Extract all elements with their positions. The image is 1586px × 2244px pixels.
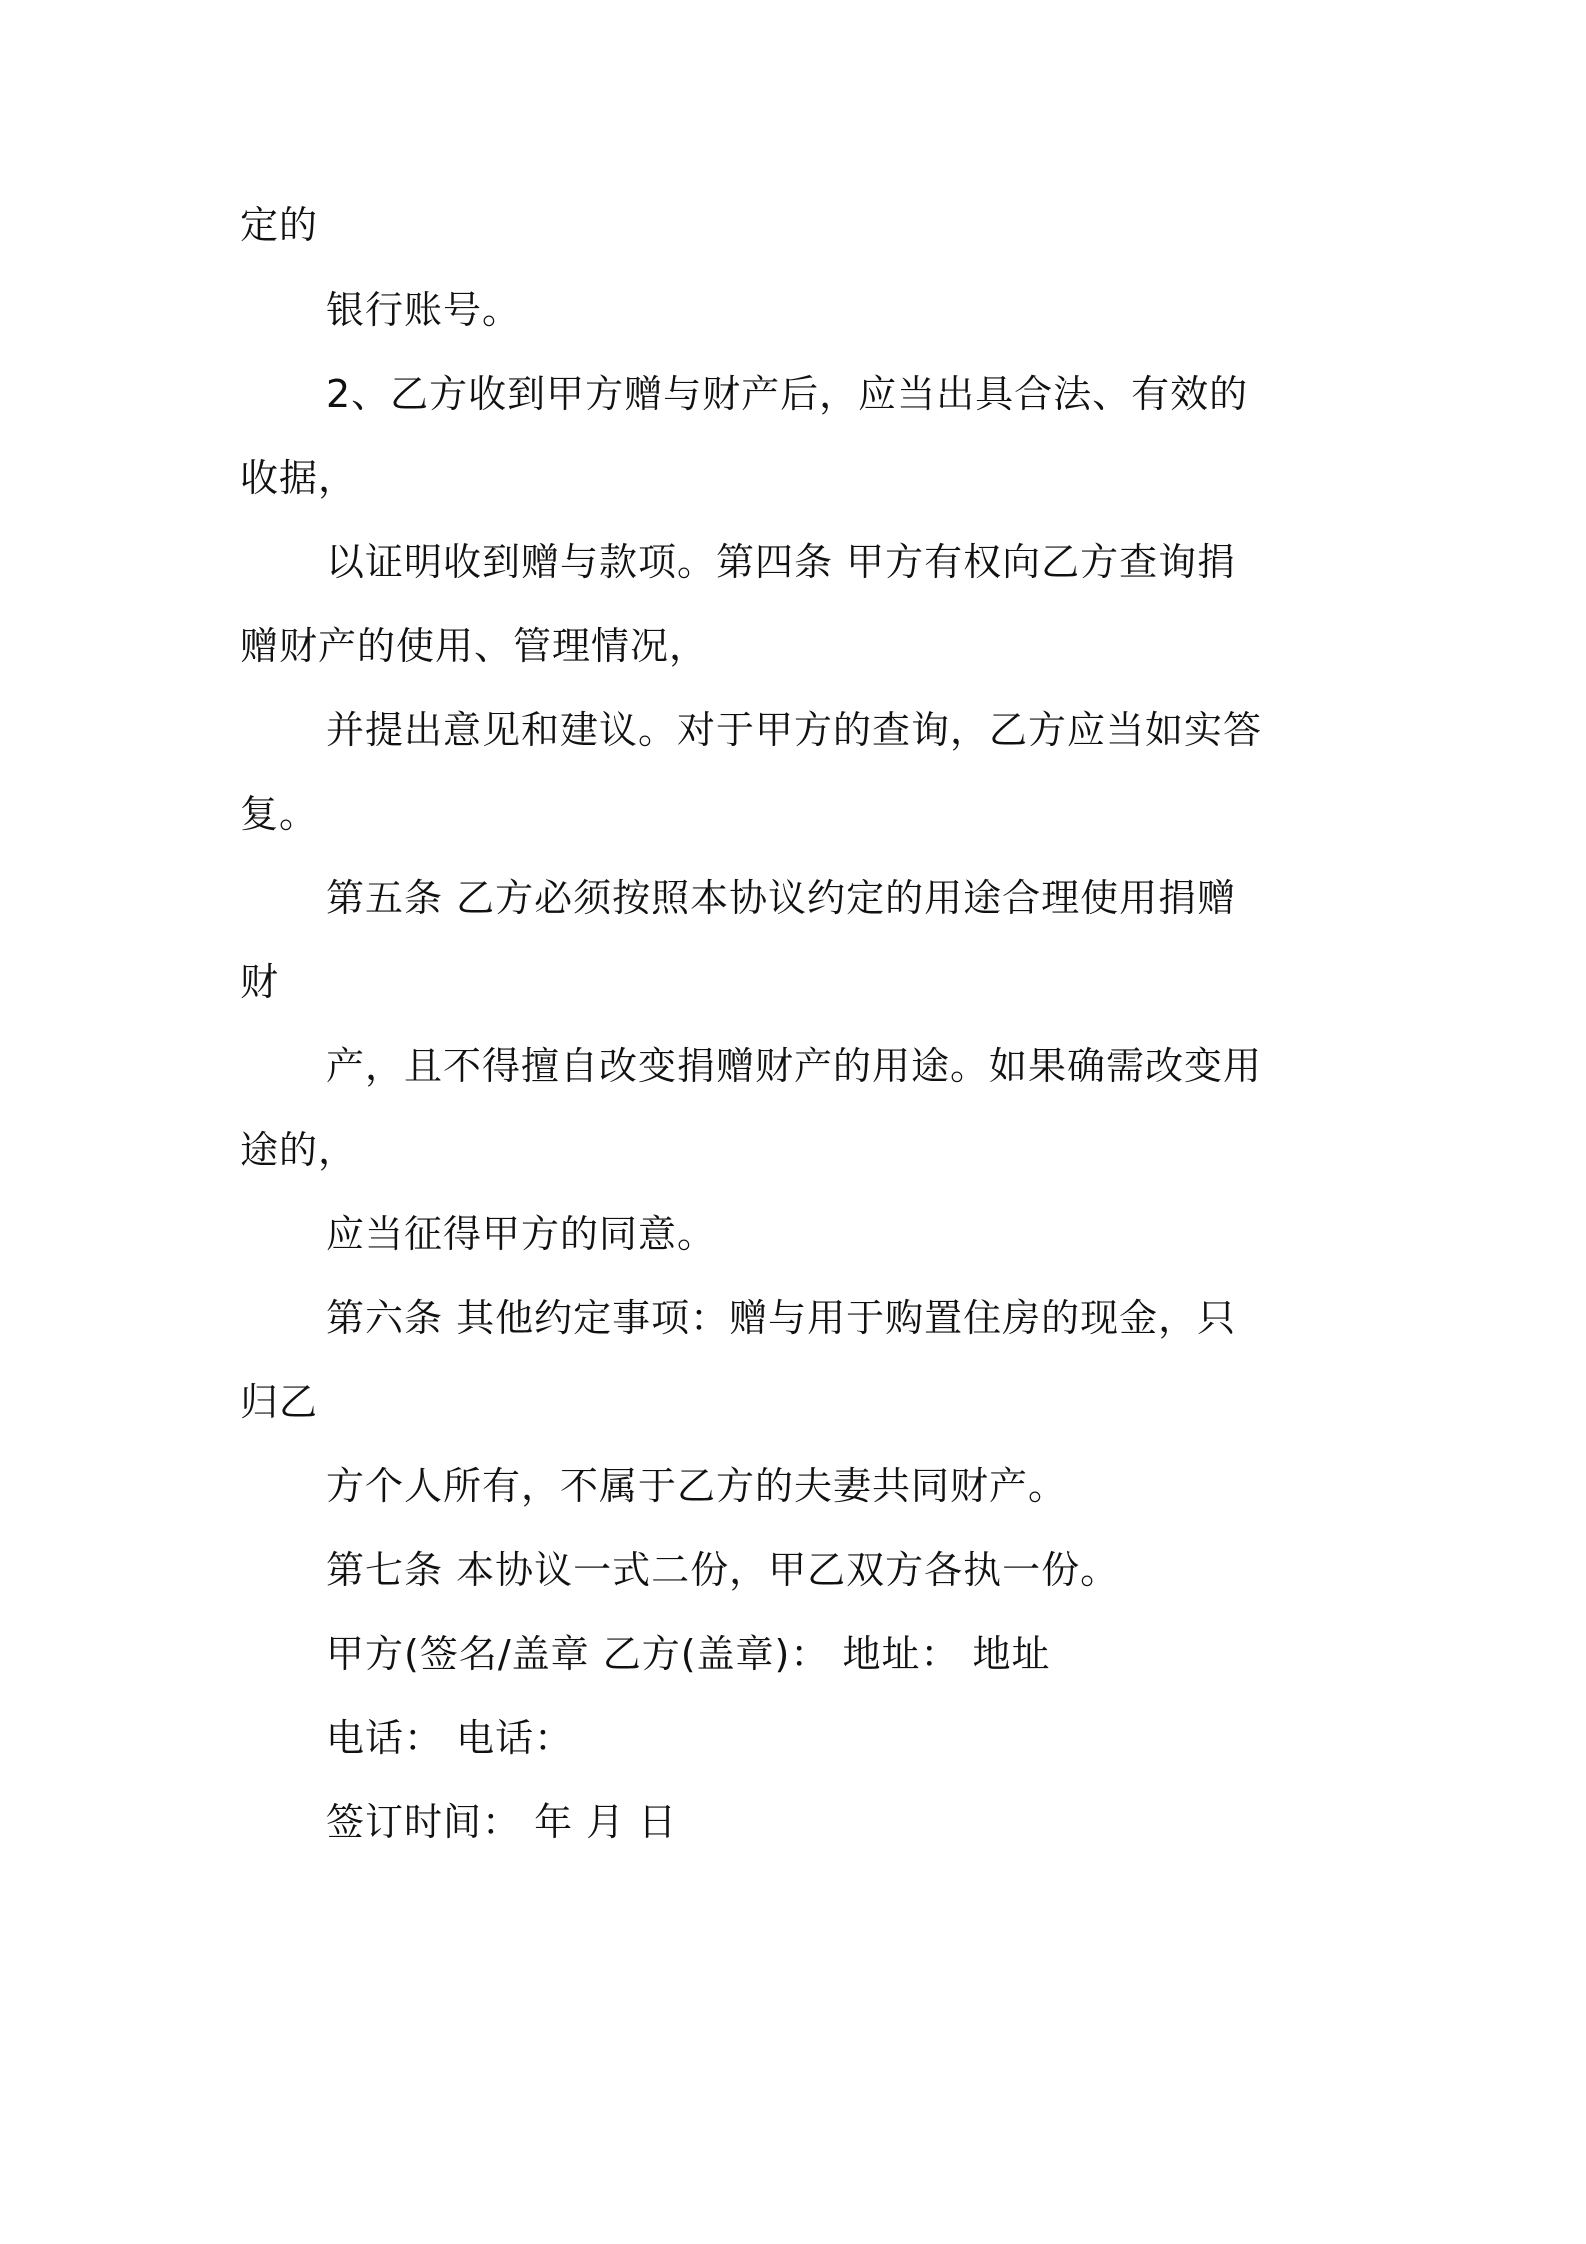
phone-line: 电话： 电话： <box>326 1716 574 1760</box>
text-line: 复。 <box>240 792 319 836</box>
text-line: 银行账号。 <box>326 288 522 332</box>
text-line: 应当征得甲方的同意。 <box>326 1212 717 1256</box>
text-line: 定的 <box>240 203 319 247</box>
text-line: 2、乙方收到甲方赠与财产后，应当出具合法、有效的 <box>326 372 1249 416</box>
text-line: 赠财产的使用、管理情况， <box>240 624 709 668</box>
text-line: 收据， <box>240 456 358 500</box>
text-line: 第六条 其他约定事项：赠与用于购置住房的现金，只 <box>326 1296 1237 1340</box>
date-line: 签订时间： 年 月 日 <box>326 1800 678 1844</box>
text-line: 方个人所有，不属于乙方的夫妻共同财产。 <box>326 1464 1068 1508</box>
text-line: 第五条 乙方必须按照本协议约定的用途合理使用捐赠 <box>326 876 1237 920</box>
text-line: 第七条 本协议一式二份，甲乙双方各执一份。 <box>326 1548 1120 1592</box>
text-line: 并提出意见和建议。对于甲方的查询，乙方应当如实答 <box>326 708 1263 752</box>
text-line: 归乙 <box>240 1380 319 1424</box>
text-line: 途的， <box>240 1128 358 1172</box>
text-line: 以证明收到赠与款项。第四条 甲方有权向乙方查询捐 <box>326 540 1237 584</box>
signature-line: 甲方(签名/盖章 乙方(盖章)： 地址： 地址 <box>326 1632 1051 1676</box>
text-line: 财 <box>240 960 280 1004</box>
text-line: 产，且不得擅自改变捐赠财产的用途。如果确需改变用 <box>326 1044 1263 1088</box>
